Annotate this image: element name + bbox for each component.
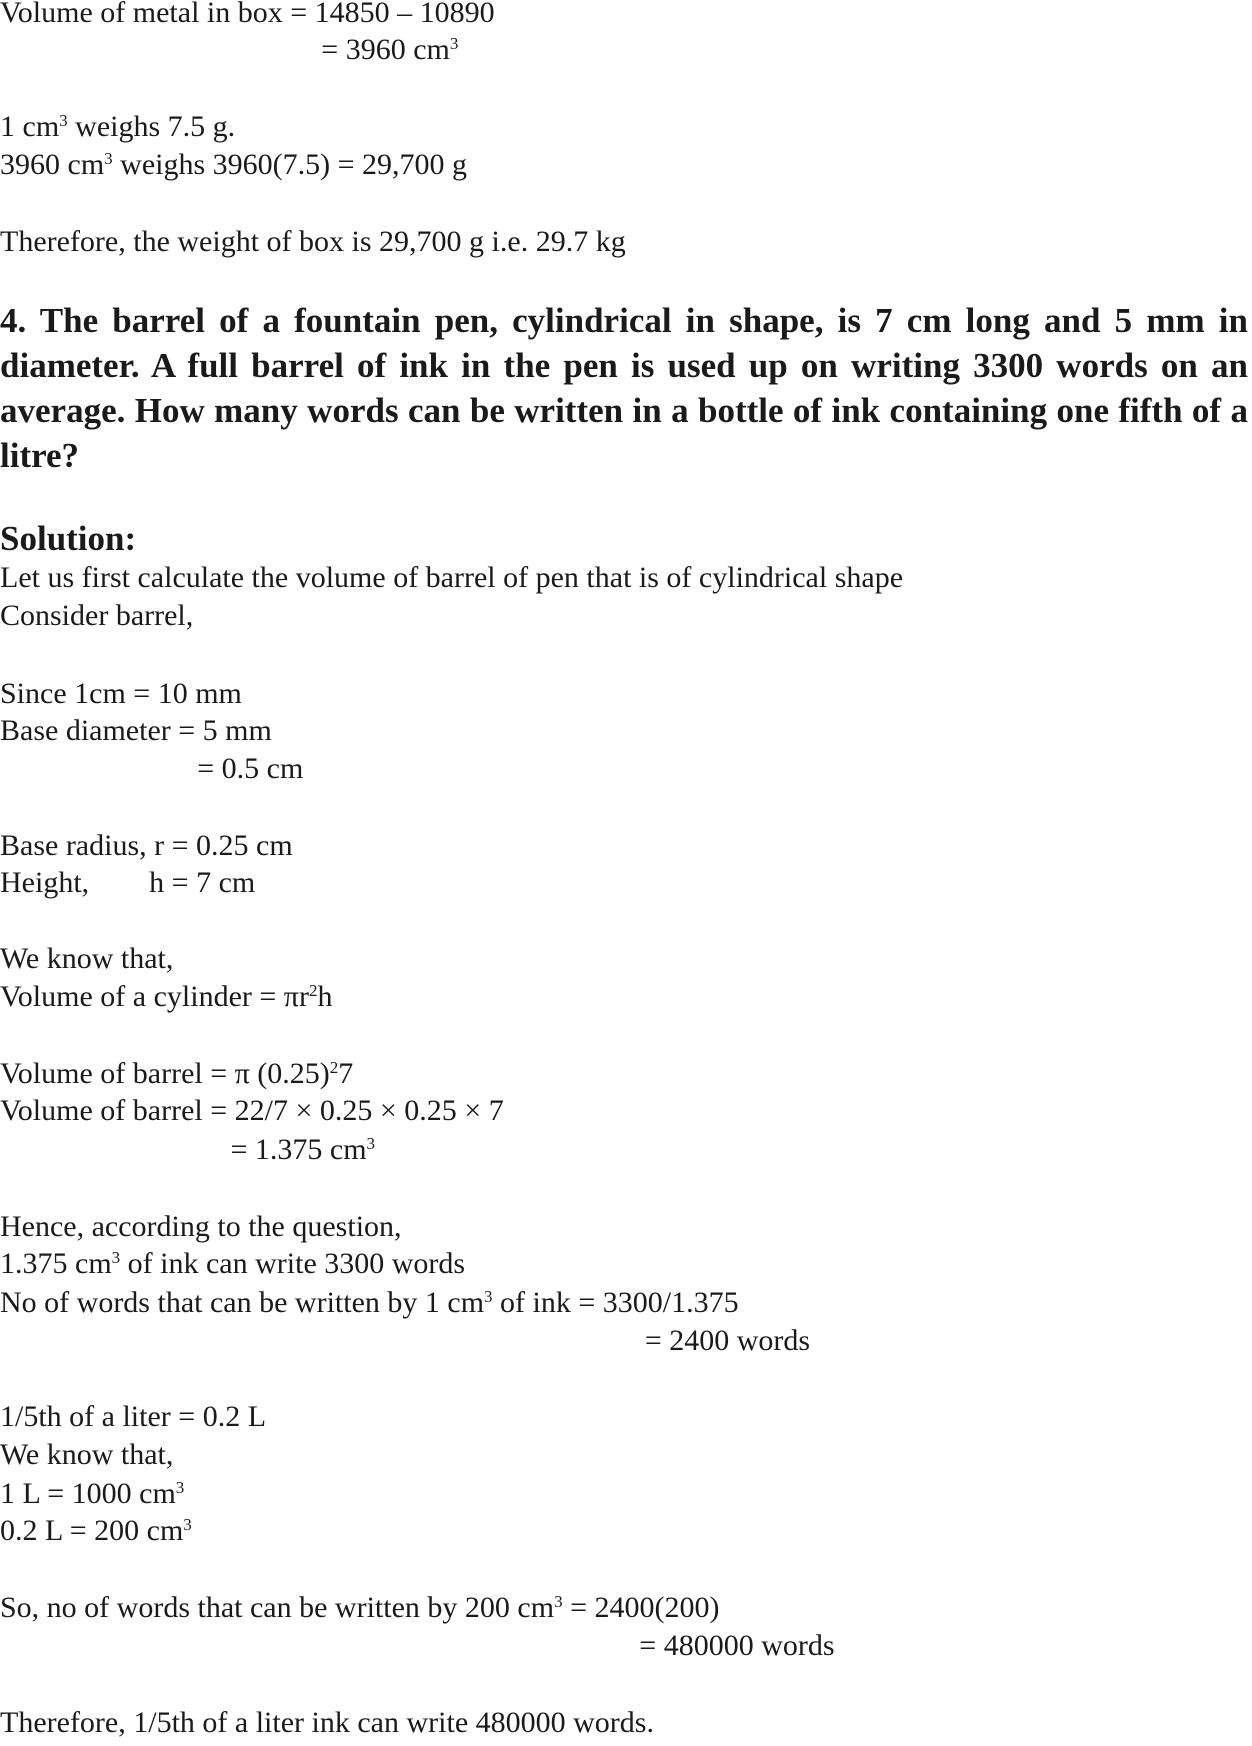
text-segment: Volume of a cylinder = πr bbox=[0, 980, 309, 1014]
text-line-final-answer bbox=[0, 1705, 654, 1741]
text-line-weight-conclusion bbox=[0, 224, 626, 260]
text-segment: No of words that can be written by 1 cm bbox=[0, 1285, 485, 1319]
text-segment: 7 bbox=[338, 1056, 354, 1090]
text-segment: = 480000 words bbox=[639, 1629, 835, 1663]
text-line-hence bbox=[0, 1209, 402, 1245]
text-line-total-words-result bbox=[639, 1628, 834, 1664]
text-segment: 1/5th of a liter = 0.2 L bbox=[0, 1400, 267, 1434]
text-segment: Height, h = 7 cm bbox=[0, 866, 256, 900]
text-line-density bbox=[0, 109, 235, 145]
text-segment: 0.2 L = 200 cm bbox=[0, 1514, 184, 1548]
text-segment: = 2400 words bbox=[644, 1323, 811, 1357]
text-segment: 1 cm bbox=[0, 110, 60, 144]
text-segment: We know that, bbox=[0, 942, 174, 976]
text-segment: = 0.5 cm bbox=[197, 751, 304, 785]
text-segment: 3960 cm bbox=[0, 148, 105, 182]
text-line-unit-conversion bbox=[0, 676, 242, 712]
text-segment: = 3960 cm bbox=[321, 32, 450, 66]
text-segment: Therefore, 1/5th of a liter ink can write 480000 words. bbox=[0, 1705, 654, 1739]
text-line-fifth-liter bbox=[0, 1399, 266, 1435]
text-line-fifth-liter-cm3 bbox=[0, 1513, 192, 1549]
text-line-barrel-volume-2 bbox=[0, 1093, 504, 1129]
text-segment: h bbox=[317, 980, 333, 1014]
text-segment: We know that, bbox=[0, 1437, 174, 1471]
text-line-barrel-volume-result bbox=[230, 1132, 375, 1168]
text-line-words-per-cm3-result bbox=[645, 1323, 810, 1359]
text-line-cylinder-formula bbox=[0, 979, 332, 1015]
text-line-total-words bbox=[0, 1590, 719, 1626]
text-segment: Consider barrel, bbox=[0, 599, 194, 633]
text-line-base-radius bbox=[0, 828, 293, 864]
superscript: 3 bbox=[366, 1134, 376, 1154]
text-segment: = 2400(200) bbox=[562, 1590, 720, 1624]
text-segment: Volume of metal in box = 14850 – 10890 bbox=[0, 0, 495, 30]
text-line-know-that-2 bbox=[0, 1437, 173, 1473]
text-segment: Volume of barrel = 22/7 × 0.25 × 0.25 × 7 bbox=[0, 1094, 504, 1128]
superscript: 2 bbox=[329, 1057, 339, 1077]
text-segment: Base diameter = 5 mm bbox=[0, 714, 272, 748]
text-line-metal-volume-result bbox=[321, 32, 458, 68]
text-segment: weighs 3960(7.5) = 29,700 g bbox=[112, 148, 468, 182]
superscript: 3 bbox=[183, 1515, 192, 1535]
text-segment: weighs 7.5 g. bbox=[67, 110, 236, 144]
text-segment: 1 L = 1000 cm bbox=[0, 1476, 176, 1510]
text-line-base-diameter bbox=[0, 713, 272, 749]
text-segment: = 1.375 cm bbox=[230, 1133, 367, 1167]
text-line-know-that-1 bbox=[0, 941, 173, 977]
text-segment: Let us first calculate the volume of barrel of pen that is of cylindrical shape bbox=[0, 561, 904, 595]
text-line-consider bbox=[0, 598, 193, 634]
text-line-weight-calc bbox=[0, 147, 467, 183]
text-line-metal-volume bbox=[0, 0, 495, 31]
text-segment: of ink = 3300/1.375 bbox=[492, 1285, 739, 1319]
superscript: 3 bbox=[104, 149, 113, 169]
superscript: 3 bbox=[484, 1286, 493, 1306]
superscript: 3 bbox=[59, 111, 68, 131]
text-segment: Since 1cm = 10 mm bbox=[0, 676, 242, 710]
text-line-liter-conversion bbox=[0, 1476, 184, 1512]
text-segment: 1.375 cm bbox=[0, 1247, 112, 1281]
text-line-base-diameter-cm bbox=[197, 751, 303, 787]
superscript: 3 bbox=[175, 1477, 185, 1497]
text-line-barrel-volume-1 bbox=[0, 1056, 353, 1092]
text-line-height bbox=[0, 865, 255, 901]
superscript: 3 bbox=[554, 1591, 563, 1611]
text-segment: So, no of words that can be written by 200 cm bbox=[0, 1590, 555, 1624]
text-line-ink-words bbox=[0, 1246, 465, 1282]
text-line-intro bbox=[0, 560, 903, 596]
superscript: 2 bbox=[308, 981, 318, 1001]
text-line-words-per-cm3 bbox=[0, 1285, 739, 1321]
text-segment: Base radius, r = 0.25 cm bbox=[0, 829, 293, 863]
question-text: 4. The barrel of a fountain pen, cylindrical in shape, is 7 cm long and 5 mm in diameter. A full barrel of ink in the pen is used up on writing 3300 words on an average. How many words can be written in a bottle of ink containing one fifth of a litre? bbox=[0, 301, 1248, 475]
superscript: 3 bbox=[449, 33, 459, 53]
text-segment: of ink can write 3300 words bbox=[120, 1247, 466, 1281]
text-segment: Volume of barrel = π (0.25) bbox=[0, 1056, 330, 1090]
text-segment: Therefore, the weight of box is 29,700 g i.e. 29.7 kg bbox=[0, 224, 626, 258]
solution-heading: Solution: bbox=[0, 519, 137, 558]
text-segment: Hence, according to the question, bbox=[0, 1209, 402, 1243]
superscript: 3 bbox=[111, 1248, 121, 1268]
